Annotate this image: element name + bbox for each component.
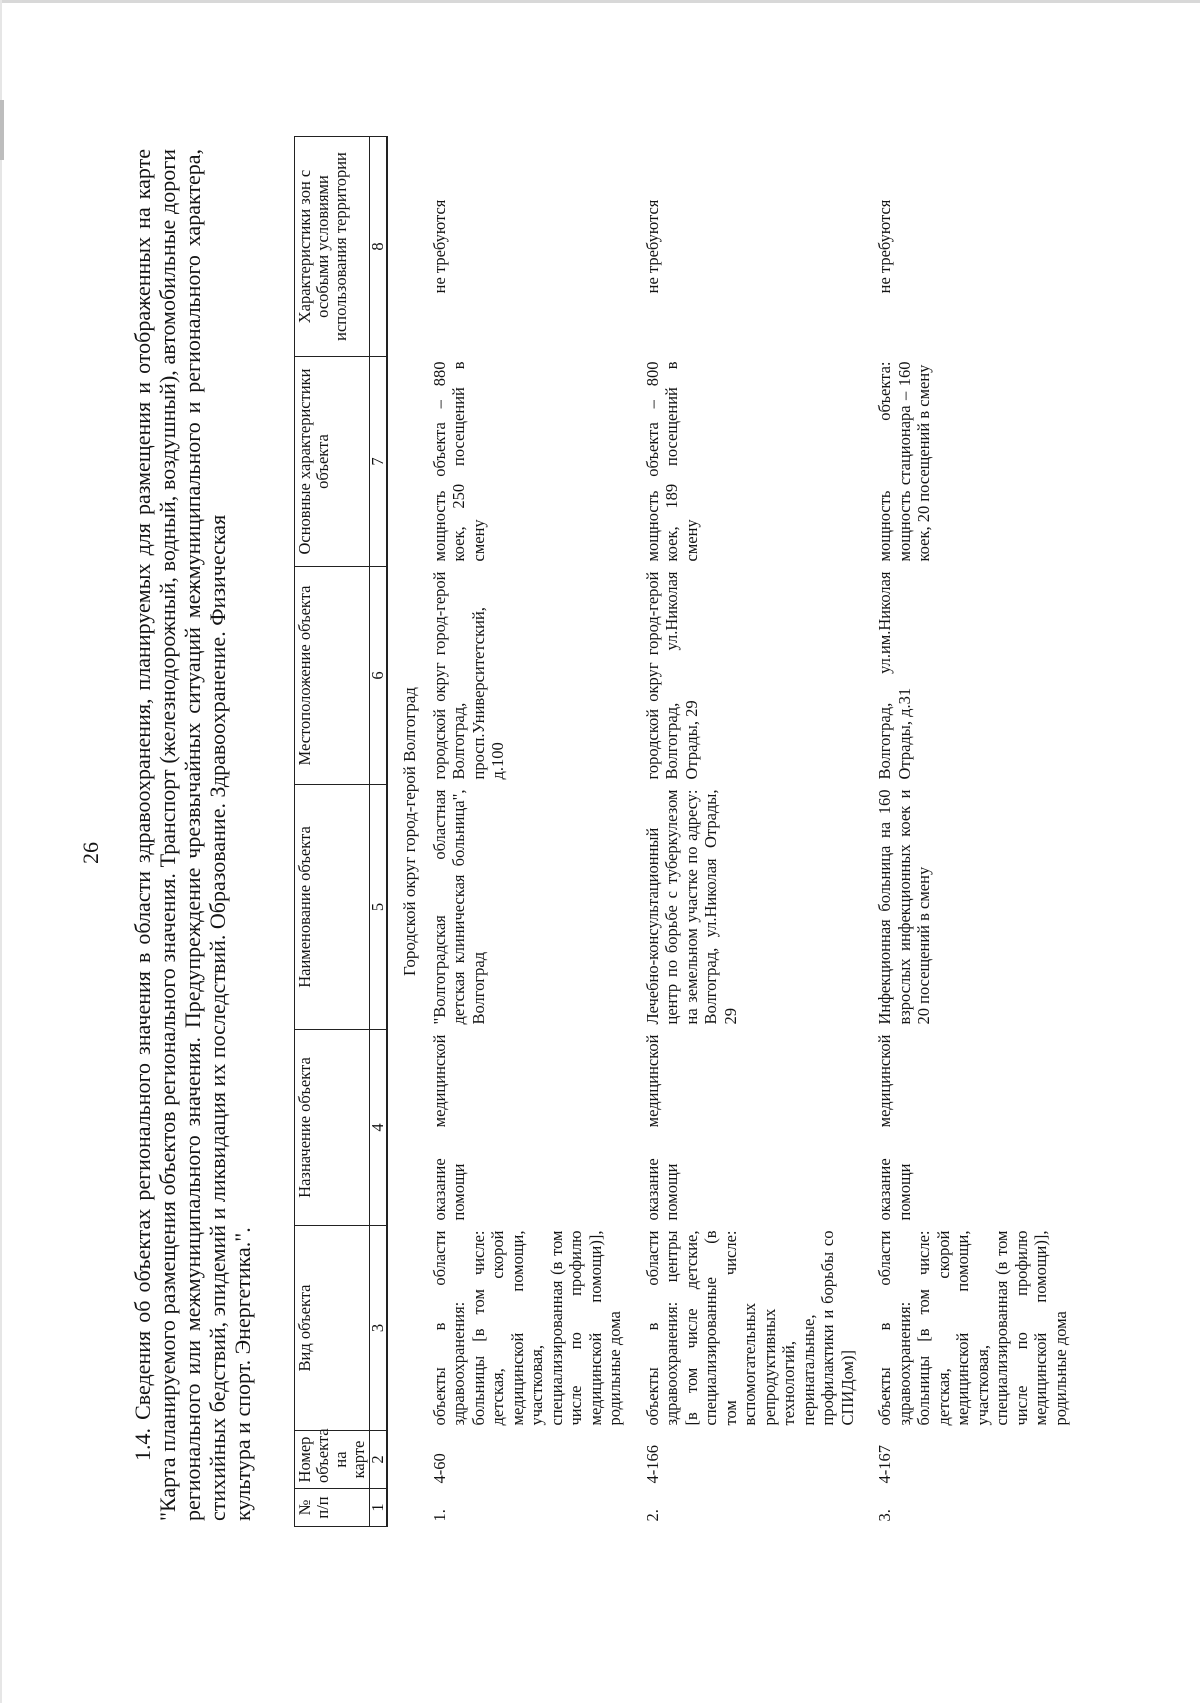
- table-header-row: [295, 137, 370, 1527]
- column-numbers-row: [370, 137, 388, 1527]
- object-characteristics: мощность объекта – 800 коек, 189 посещений в смену: [642, 361, 701, 562]
- column-number: 7: [370, 357, 388, 567]
- header-cell: Основные характеристики объекта: [295, 357, 370, 567]
- row-number: 1.: [429, 1509, 449, 1522]
- header-cell: № п/п: [295, 1489, 370, 1527]
- object-name: "Волгоградская областная детская клиническая больница", Волгоград: [429, 789, 488, 1025]
- intro-paragraph: 1.4. Сведения об объектах регионального значения в области здравоохранения, планируемых для размещения и отображенных на карте "Карта планируемого размещения объектов регионального значения. Транспорт (железнодорожный, водный, воздушный), автомобильные дороги регионального или межмуниципального значения. Предупреждение чрезвычайных ситуаций межмуниципального и регионального характера, стихийных бедствий, эпидемий и ликвидация их последствий. Образование. Здравоохранение. Физическая: [130, 149, 230, 1521]
- column-number: 6: [370, 567, 388, 785]
- column-number: 4: [370, 1030, 388, 1226]
- object-characteristics: мощность объекта: мощность стационара – 160 коек, 20 посещений в смену: [875, 361, 933, 562]
- page-number: 26: [78, 842, 103, 864]
- column-number: 1: [370, 1489, 388, 1527]
- table-row: [428, 137, 641, 1527]
- header-cell: Наименование объекта: [295, 785, 370, 1030]
- group-title-row: [387, 137, 428, 1527]
- objects-table: [294, 136, 1086, 1527]
- header-cell: Номер объекта на карте: [295, 1431, 370, 1489]
- intro-paragraph-tail: культура и спорт. Энергетика.".: [230, 1227, 255, 1521]
- header-cell: Характеристики зон с особыми условиями использования территории: [295, 137, 370, 357]
- header-cell: Местоположение объекта: [295, 567, 370, 785]
- map-object-code: 4-60: [429, 1453, 449, 1484]
- object-name: Лечебно-консультационный центр по борьбе с туберкулезом на земельном участке по адресу: Волгоград, ул.Николая Отрады, 29: [642, 789, 740, 1025]
- object-location: городской округ город-герой Волгоград, просп.Университетский, д.100: [429, 571, 507, 780]
- header-cell: Вид объекта: [295, 1226, 370, 1431]
- object-purpose: оказание медицинской помощи: [429, 1034, 468, 1221]
- special-zones: не требуются: [875, 199, 894, 294]
- group-title: Городской округ город-герой Волгоград: [400, 687, 419, 976]
- object-characteristics: мощность объекта – 880 коек, 250 посещений в смену: [429, 361, 488, 562]
- special-zones: не требуются: [642, 199, 662, 294]
- table-row: [641, 137, 874, 1527]
- column-number: 5: [370, 785, 388, 1030]
- object-location: Волгоград, ул.им.Николая Отрады, д.31: [875, 571, 914, 780]
- object-purpose: оказание медицинской помощи: [875, 1034, 914, 1221]
- object-kind: объекты в области здравоохранения: больницы [в том числе: детская, скорой медицинской помощи, участковая, специализированная (в том числе по профилю медицинской помощи)], родильные дома: [875, 1230, 1070, 1426]
- object-location: городской округ город-герой Волгоград, ул.Николая Отрады, 29: [642, 571, 701, 780]
- column-number: 8: [370, 137, 388, 357]
- map-object-code: 4-167: [875, 1445, 894, 1484]
- object-kind: объекты в области здравоохранения: центры [в том числе детские, специализированные (в том числе: вспомогательных репродуктивных технологий, перинатальные, профилактики и борьбы со СПИДом)]: [642, 1230, 857, 1426]
- object-kind: объекты в области здравоохранения: больницы [в том числе: детская, скорой медицинской помощи, участковая, специализированная (в том числе по профилю медицинской помощи)], родильные дома: [429, 1230, 624, 1426]
- column-number: 3: [370, 1226, 388, 1431]
- table-row: [873, 137, 1086, 1527]
- header-cell: Назначение объекта: [295, 1030, 370, 1226]
- object-purpose: оказание медицинской помощи: [642, 1034, 681, 1221]
- column-number: 2: [370, 1431, 388, 1489]
- row-number: 3.: [875, 1509, 894, 1522]
- map-object-code: 4-166: [642, 1445, 662, 1484]
- row-number: 2.: [642, 1509, 662, 1522]
- object-name: Инфекционная больница на 160 взрослых инфекционных коек и 20 посещений в смену: [875, 789, 933, 1025]
- special-zones: не требуются: [429, 199, 449, 294]
